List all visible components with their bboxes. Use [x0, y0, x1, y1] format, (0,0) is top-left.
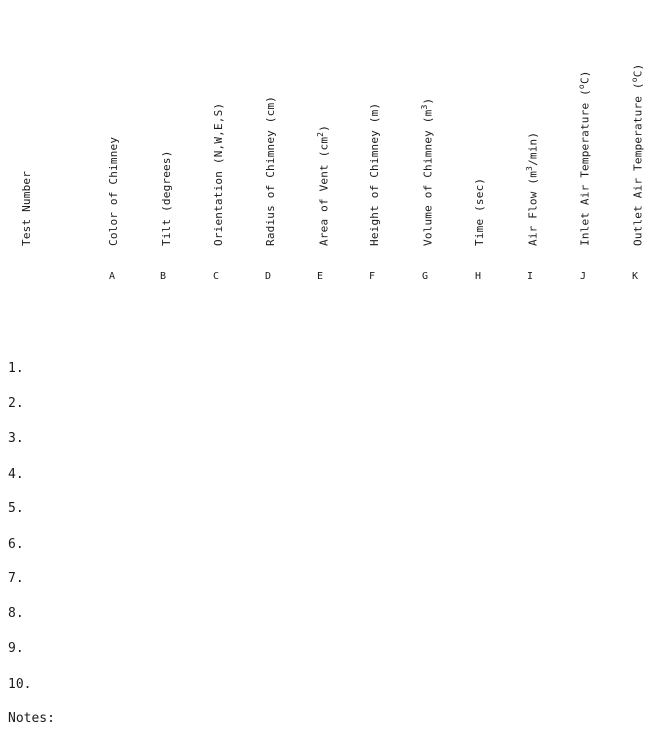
header-time — [473, 178, 486, 246]
header-orientation — [212, 103, 225, 246]
header-label: Outlet Air Temperature ( — [631, 82, 645, 246]
header-label: Air Flow (m — [526, 170, 540, 246]
test-row-number: 1. — [8, 361, 24, 376]
column-letter-k: K — [631, 271, 639, 282]
header-suffix: /min) — [526, 131, 540, 166]
header-outlet-air-temperature — [630, 64, 645, 246]
column-letter-d: D — [264, 271, 272, 282]
notes-label: Notes: — [8, 711, 55, 726]
column-letter-b: B — [159, 271, 167, 282]
test-row-number: 2. — [8, 396, 24, 411]
header-suffix: C) — [578, 70, 592, 85]
header-radius-of-chimney — [264, 96, 277, 246]
header-area-of-vent — [316, 125, 331, 246]
column-letter-g: G — [421, 271, 429, 282]
column-letter-f: F — [368, 271, 376, 282]
header-superscript: 3 — [525, 165, 534, 171]
header-superscript: o — [577, 84, 586, 90]
header-air-flow — [525, 132, 540, 246]
column-letter-a: A — [108, 271, 116, 282]
header-label: Radius of Chimney (cm) — [264, 95, 277, 246]
header-label: Time (sec) — [473, 177, 486, 246]
test-row-number: 4. — [8, 467, 24, 482]
header-superscript: 3 — [420, 104, 429, 110]
header-inlet-air-temperature — [577, 70, 592, 246]
header-label: Orientation (N,W,E,S) — [212, 102, 225, 246]
header-label: Color of Chimney — [107, 136, 120, 246]
header-suffix: ) — [421, 97, 435, 105]
header-tilt — [160, 150, 173, 246]
test-row-number: 5. — [8, 501, 24, 516]
header-superscript: o — [630, 77, 639, 83]
header-label: Area of Vent (cm — [317, 136, 331, 246]
column-letter-h: H — [474, 271, 482, 282]
column-letter-j: J — [579, 271, 587, 282]
header-label: Tilt (degrees) — [160, 150, 173, 246]
header-label: Volume of Chimney (m — [421, 109, 435, 246]
column-letter-i: I — [526, 271, 534, 282]
column-letter-c: C — [212, 271, 220, 282]
header-label: Test Number — [20, 170, 33, 246]
header-test-number — [20, 171, 33, 246]
column-letter-e: E — [316, 271, 324, 282]
header-suffix: ) — [317, 124, 331, 132]
header-volume-of-chimney — [420, 98, 435, 246]
test-row-number: 8. — [8, 606, 24, 621]
test-row-number: 3. — [8, 431, 24, 446]
test-row-number: 10. — [8, 677, 32, 692]
test-row-number: 9. — [8, 641, 24, 656]
header-label: Inlet Air Temperature ( — [578, 89, 592, 246]
header-color-of-chimney — [107, 137, 120, 246]
test-row-number: 7. — [8, 571, 24, 586]
test-row-number: 6. — [8, 537, 24, 552]
header-label: Height of Chimney (m) — [368, 102, 381, 246]
header-suffix: C) — [631, 63, 645, 78]
header-height-of-chimney — [368, 103, 381, 246]
header-superscript: 2 — [316, 131, 325, 137]
